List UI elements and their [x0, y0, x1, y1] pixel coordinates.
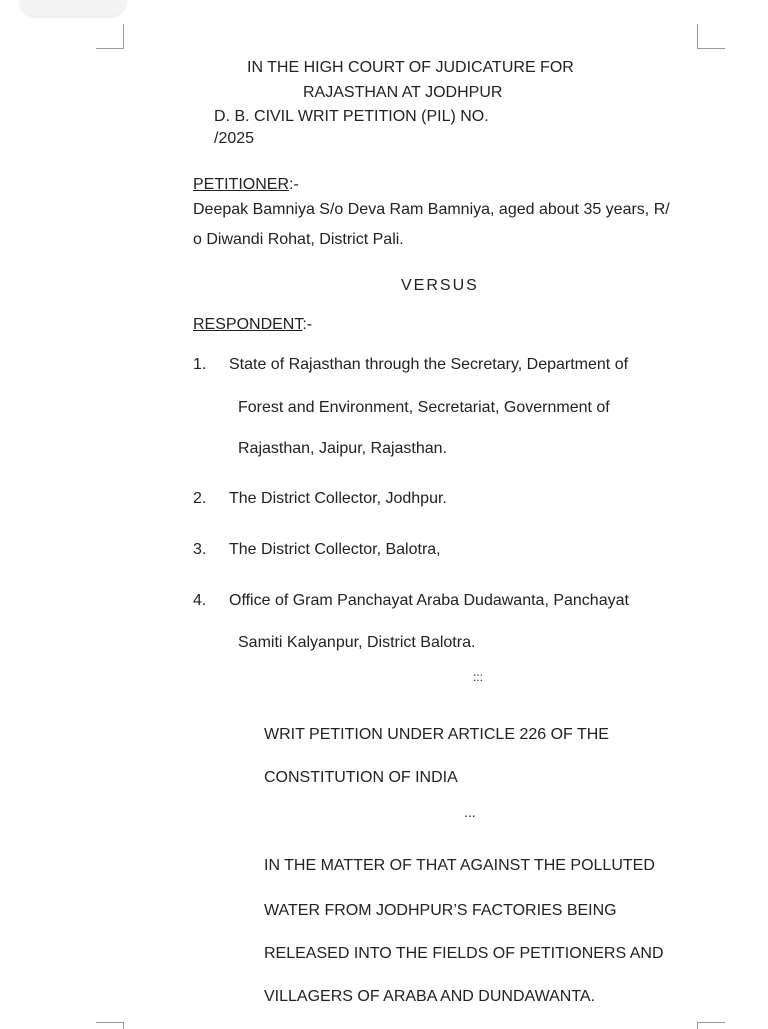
crop-mark-top-right [697, 24, 725, 49]
petitioner-heading [193, 175, 299, 195]
writ-line1: WRIT PETITION UNDER ARTICLE 226 OF THE [264, 726, 609, 743]
writ-line2: CONSTITUTION OF INDIA [264, 769, 458, 786]
court-title-line2: RAJASTHAN AT JODHPUR [303, 84, 503, 101]
petitioner-heading-suffix: :- [289, 176, 299, 193]
respondent-2-line1: The District Collector, Jodhpur. [229, 490, 447, 507]
respondent-1-line3: Rajasthan, Jaipur, Rajasthan. [238, 440, 448, 457]
petitioner-heading-text: PETITIONER [193, 176, 290, 193]
matter-line2: WATER FROM JODHPUR’S FACTORIES BEING [264, 902, 617, 919]
respondent-1-line1: State of Rajasthan through the Secretary, Department of [229, 356, 629, 373]
separator-dots: ... [464, 804, 476, 820]
respondent-4-number: 4. [193, 592, 207, 609]
respondent-heading-suffix: :- [302, 316, 313, 333]
matter-line4: VILLAGERS OF ARABA AND DUNDAWANTA. [264, 988, 596, 1005]
versus-label: VERSUS [401, 277, 479, 294]
court-title-line1: IN THE HIGH COURT OF JUDICATURE FOR [247, 59, 574, 76]
respondent-1-line2: Forest and Environment, Secretariat, Government of [238, 399, 610, 416]
crop-mark-top-left [96, 24, 124, 49]
respondent-4-line2: Samiti Kalyanpur, District Balotra. [238, 634, 476, 651]
matter-line3: RELEASED INTO THE FIELDS OF PETITIONERS AND [264, 945, 664, 962]
page-tab[interactable] [20, 0, 126, 16]
respondent-4-line1: Office of Gram Panchayat Araba Dudawanta, Panchayat [229, 592, 629, 609]
respondent-3-line1: The District Collector, Balotra, [229, 541, 441, 558]
respondent-heading-text: RESPONDENT [193, 316, 303, 333]
respondent-heading [193, 315, 312, 335]
respondent-1-number: 1. [193, 356, 207, 373]
matter-line1: IN THE MATTER OF THAT AGAINST THE POLLUTED [264, 857, 655, 874]
respondent-3-number: 3. [193, 541, 207, 558]
respondent-2-number: 2. [193, 490, 207, 507]
petitioner-line2: o Diwandi Rohat, District Pali. [193, 231, 404, 248]
petitioner-line1: Deepak Bamniya S/o Deva Ram Bamniya, aged about 35 years, R/ [193, 201, 670, 218]
petition-number-line2: /2025 [214, 130, 255, 147]
separator-colons: ::: [473, 670, 484, 684]
petition-number-line1: D. B. CIVIL WRIT PETITION (PIL) NO. [214, 108, 489, 125]
